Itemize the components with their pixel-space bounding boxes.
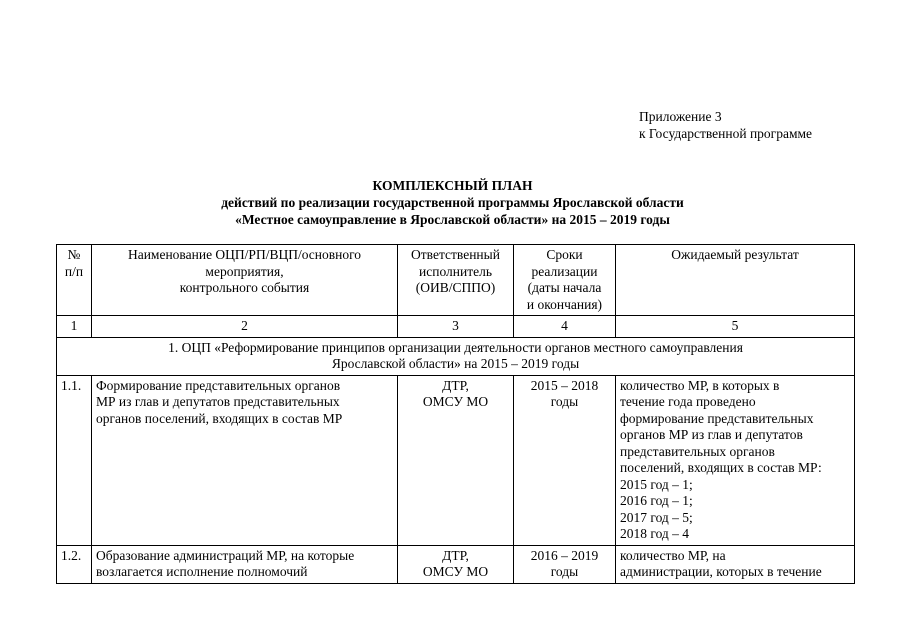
header-name: [92, 245, 398, 316]
row-name: [92, 375, 398, 545]
row-result-line: поселений, входящих в состав МР:: [620, 460, 822, 475]
row-terms-line: 2016 – 2019: [530, 547, 599, 563]
plan-title: КОМПЛЕКСНЫЙ ПЛАН: [372, 178, 533, 193]
header-name-line: мероприятия,: [205, 263, 284, 279]
row-result-line: 2018 год – 4: [620, 526, 690, 541]
row-result-line: администрации, которых в течение: [620, 564, 822, 579]
row-result-line: органов МР из глав и депутатов: [620, 427, 803, 442]
header-executor: [398, 245, 514, 316]
column-number-row: [57, 316, 855, 338]
row-terms-line: годы: [550, 394, 579, 409]
row-name-line: органов поселений, входящих в состав МР: [96, 410, 343, 426]
row-name-line: возлагается исполнение полномочий: [96, 564, 308, 579]
header-terms-line: (даты начала: [527, 280, 602, 295]
col-number: 1: [57, 316, 92, 338]
row-name-line: МР из глав и депутатов представительных: [96, 394, 340, 409]
appendix-line-1: Приложение 3: [639, 109, 722, 124]
section-title-line: 1. ОЦП «Реформирование принципов организации деятельности органов местного самоуправления: [168, 339, 743, 355]
col-number: 4: [514, 316, 616, 338]
row-result-line: представительных органов: [620, 443, 775, 459]
header-terms-line: и окончания): [526, 296, 603, 312]
row-terms: [514, 545, 616, 583]
header-result-line: Ожидаемый результат: [671, 247, 799, 262]
header-num: [57, 245, 92, 316]
row-executor-line: ДТР,: [442, 547, 469, 563]
table-row: [57, 545, 855, 583]
row-num: 1.2.: [57, 545, 92, 583]
col-number: 5: [616, 316, 855, 338]
header-num-line: №: [67, 247, 81, 262]
row-result-line: 2017 год – 5;: [620, 509, 693, 525]
row-executor-line: ДТР,: [442, 377, 469, 393]
row-name-line: Образование администраций МР, на которые: [96, 547, 355, 563]
row-terms-line: 2015 – 2018: [530, 377, 599, 393]
plan-table: [56, 244, 855, 584]
row-terms-line: годы: [550, 564, 579, 579]
row-result-line: 2015 год – 1;: [620, 476, 693, 492]
table-header-row: [57, 245, 855, 316]
document-heading: [0, 177, 905, 228]
appendix-line-2: к Государственной программе: [639, 126, 813, 141]
section-title: [57, 337, 855, 375]
plan-subtitle-line-1: действий по реализации государственной программы Ярославской области: [221, 195, 684, 210]
col-number: 3: [398, 316, 514, 338]
header-result: [616, 245, 855, 316]
row-result-line: количество МР, на: [620, 547, 726, 563]
row-executor: [398, 375, 514, 545]
header-executor-line: (ОИВ/СППО): [415, 280, 496, 295]
row-name-line: Формирование представительных органов: [96, 377, 341, 393]
row-result-line: количество МР, в которых в: [620, 377, 780, 393]
header-terms-line: Сроки: [546, 247, 583, 262]
row-executor: [398, 545, 514, 583]
header-executor-line: Ответственный: [411, 247, 500, 262]
section-row: [57, 337, 855, 375]
table-row: [57, 375, 855, 545]
row-num: 1.1.: [57, 375, 92, 545]
row-executor-line: ОМСУ МО: [422, 394, 489, 409]
appendix-note: [639, 108, 812, 142]
section-title-line: Ярославской области» на 2015 – 2019 годы: [331, 356, 580, 371]
header-name-line: контрольного события: [179, 280, 310, 295]
header-terms-line: реализации: [531, 263, 598, 279]
header-terms: [514, 245, 616, 316]
header-executor-line: исполнитель: [419, 263, 492, 279]
row-result-line: формирование представительных: [620, 410, 814, 426]
row-terms: [514, 375, 616, 545]
row-result-line: 2016 год – 1;: [620, 493, 693, 508]
plan-subtitle-line-2: «Местное самоуправление в Ярославской области» на 2015 – 2019 годы: [235, 212, 670, 227]
row-executor-line: ОМСУ МО: [422, 564, 489, 579]
header-num-line: п/п: [64, 263, 84, 279]
col-number: 2: [92, 316, 398, 338]
header-name-line: Наименование ОЦП/РП/ВЦП/основного: [127, 247, 362, 262]
row-name: [92, 545, 398, 583]
row-result-line: течение года проведено: [620, 394, 756, 409]
row-result: [616, 545, 855, 583]
row-result: [616, 375, 855, 545]
